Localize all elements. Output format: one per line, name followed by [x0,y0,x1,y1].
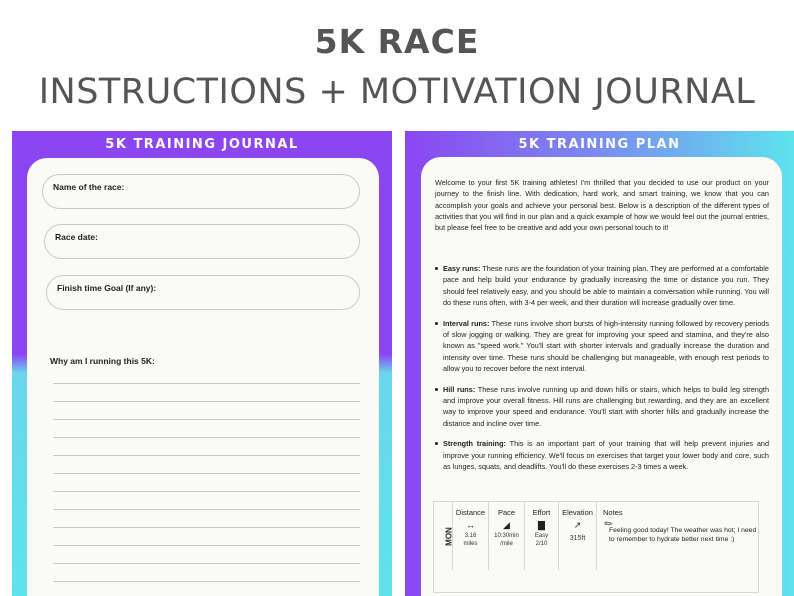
plan-heading: 5K TRAINING PLAN [518,137,681,152]
distance-number: 3.16 [464,533,477,539]
activity-strength-training [435,438,769,472]
writing-line[interactable] [53,491,360,492]
log-day: MON [444,527,454,546]
notes-text: Feeling good today! The weather was hot; I need to remember to hydrate better next time :) [609,527,757,543]
effort-label: Effort [532,508,551,517]
journal-heading: 5K TRAINING JOURNAL [105,137,299,152]
log-pace [488,502,524,570]
writing-line[interactable] [53,509,360,510]
effort-value [525,532,558,548]
writing-line[interactable] [53,473,360,474]
page-subtitle: INSTRUCTIONS + MOTIVATION JOURNAL [38,72,756,112]
writing-line[interactable] [53,527,360,528]
distance-label: Distance [455,508,486,517]
plan-intro: Welcome to your first 5K training athletes! I'm thrilled that you decided to use our product on your journey to the finish line. With dedication, hard work, and smart training, we know that you can accomplish your goals and achieve your personal best. Below is a description of the different types of activities that you will find in our plan and a quick example of how we would feel out the journal entries, but please feel free to be creative and add your own personal touch to it! [435,178,769,233]
activity-text: These runs involve short bursts of high-intensity running followed by recovery periods of slow jogging or walking. They are great for improving your speed and stamina, and they're also known as "speed work." You'll start with shorter intervals and gradually increase the duration and intensity over time. These runs should be challenging but manageable, with enough rest periods to allow you to recover before the next interval. [443,318,769,373]
finish-goal-field[interactable] [46,275,360,310]
log-distance [452,502,488,570]
arrows-icon: ↔ [466,520,475,530]
notes-label: Notes [603,508,623,517]
elevation-value: 315ft [569,535,586,542]
race-name-field[interactable] [42,174,360,209]
writing-line[interactable] [53,545,360,546]
writing-line[interactable] [53,563,360,564]
activity-interval-runs [435,318,769,374]
writing-line[interactable] [53,401,360,402]
training-journal-page [12,131,392,596]
bar-chart-icon: ▇ [538,520,545,530]
plan-card [421,157,782,596]
pace-number: 10:30min [494,533,519,539]
elevation-label: Elevation [562,508,593,517]
training-plan-page [405,131,794,596]
journal-card [27,158,379,596]
distance-unit: miles [463,541,478,547]
activity-text: These runs involve running up and down hills or stairs, which helps to build leg strength and improve your overall fitness. Hill runs are challenging but rewarding, and they are an excellent way to improve your speed and endurance. You'll start with shorter hills and gradually increase the distance and incline over time. [443,384,770,428]
writing-line[interactable] [53,455,360,456]
log-elevation [558,502,596,570]
race-date-field[interactable] [44,224,360,259]
activity-text: This is an important part of your training that will help prevent injuries and improve your running efficiency. We'll focus on exercises that target your lower body and core, such as lunges, squats, and deadlifts. You'll do these exercises 2-3 times a week. [443,439,769,471]
distance-value [453,532,488,548]
pace-value [489,532,524,548]
activity-list [435,263,769,482]
race-name-label: Name of the race: [53,182,125,192]
writing-line[interactable] [53,437,360,438]
activity-easy-runs [435,263,769,308]
log-effort [524,502,558,570]
trend-chart-icon: ↗ [573,520,582,530]
page-title: 5K RACE [314,22,480,61]
pace-unit: /mile [500,541,513,547]
activity-hill-runs [435,384,769,429]
log-notes [596,502,758,570]
writing-line[interactable] [53,383,360,384]
activity-term: Easy runs: [443,264,481,273]
example-log-entry [433,501,759,593]
activity-term: Hill runs: [443,384,476,394]
race-date-label: Race date: [55,232,98,242]
writing-line[interactable] [53,581,360,582]
effort-score: 2/10 [535,541,548,547]
activity-term: Interval runs: [443,318,490,328]
activity-term: Strength training: [443,439,506,449]
activity-text: These runs are the foundation of your training plan. They are performed at a comfortable pace and help build your endurance by gradually increasing the time or distance you run. They should feel relatively easy, and you should be able to maintain a conversation while running. You will do these runs often, with 3-4 per week, and their duration will increase gradually over time. [443,264,769,307]
pace-label: Pace [497,508,516,517]
writing-line[interactable] [53,419,360,420]
finish-goal-label: Finish time Goal (If any): [57,283,157,293]
effort-word: Easy [534,533,549,539]
why-running-label: Why am I running this 5K: [50,356,155,366]
pencil-icon: ✎ [602,517,616,532]
shoe-icon: ◢ [503,520,510,530]
